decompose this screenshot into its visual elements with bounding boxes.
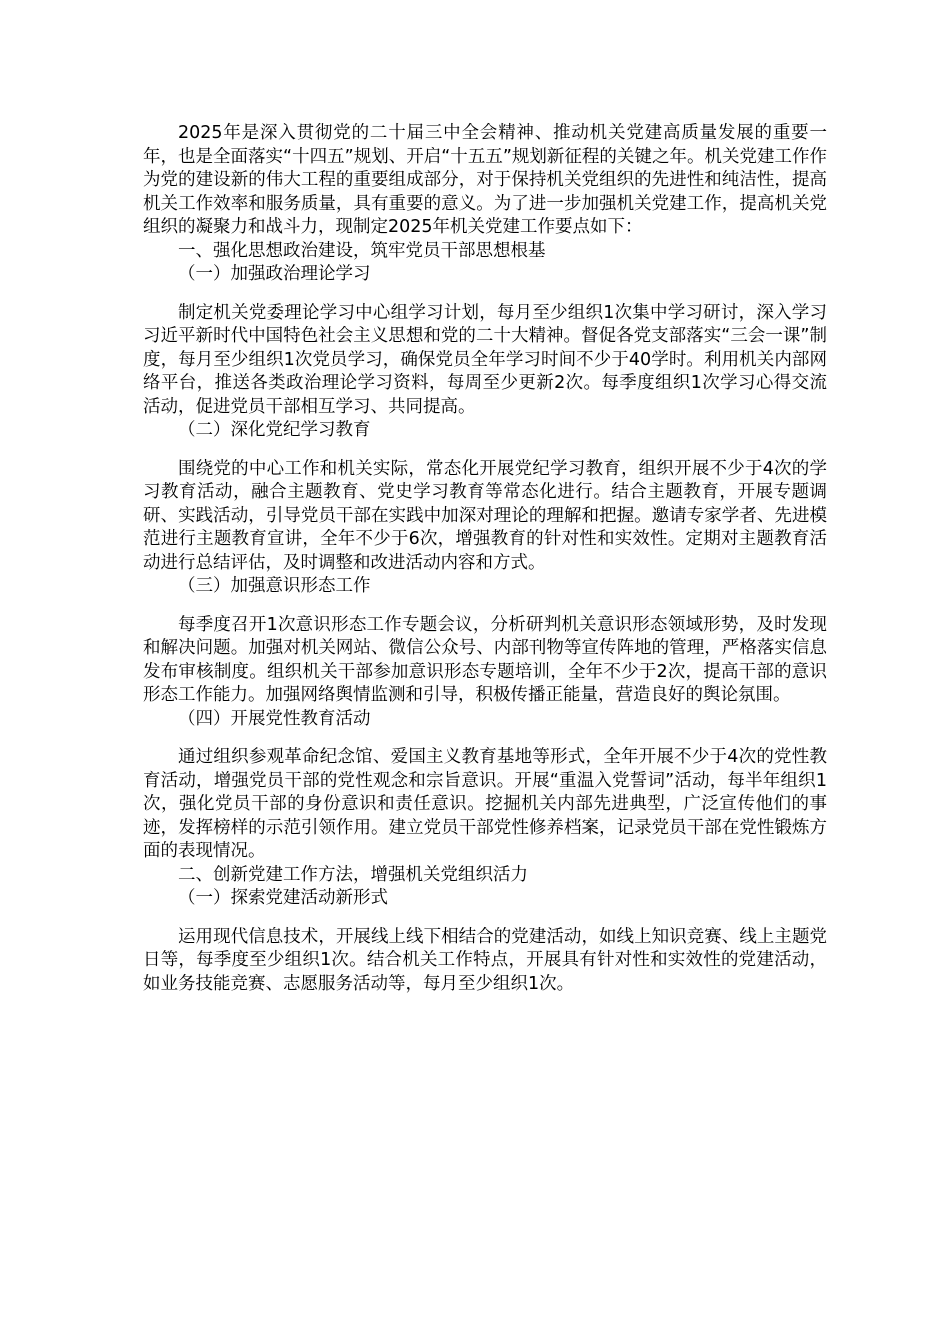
intro-paragraph: 2025年是深入贯彻党的二十届三中全会精神、推动机关党建高质量发展的重要一年，也是全面落实“十四五”规划、开启“十五五”规划新征程的关键之年。机关党建工作作为党的建设新的伟大工程的重要组成部分，对于保持机关党组织的先进性和纯洁性，提高机关工作效率和服务质量，具有重要的意义。为了进一步加强机关党建工作，提高机关党组织的凝聚力和战斗力，现制定2025年机关党建工作要点如下： [143, 123, 827, 237]
section-1-sub-1-heading: （一）加强政治理论学习 [178, 264, 371, 284]
section-1-sub-3-body: 每季度召开1次意识形态工作专题会议，分析研判机关意识形态领域形势，及时发现和解决问题。加强对机关网站、微信公众号、内部刊物等宣传阵地的管理，严格落实信息发布审核制度。组织机关干部参加意识形态专题培训，全年不少于2次，提高干部的意识形态工作能力。加强网络舆情监测和引导，积极传播正能量，营造良好的舆论氛围。 [143, 614, 827, 705]
section-2-sub-1-body: 运用现代信息技术，开展线上线下相结合的党建活动，如线上知识竞赛、线上主题党日等，每季度至少组织1次。结合机关工作特点，开展具有针对性和实效性的党建活动，如业务技能竞赛、志愿服务活动等，每月至少组织1次。 [143, 926, 827, 994]
section-1-sub-4-heading: （四）开展党性教育活动 [178, 708, 371, 729]
document-body [143, 122, 827, 996]
section-1-sub-3-heading: （三）加强意识形态工作 [178, 576, 371, 596]
section-1-sub-4-body: 通过组织参观革命纪念馆、爱国主义教育基地等形式，全年开展不少于4次的党性教育活动，增强党员干部的党性观念和宗旨意识。开展“重温入党誓词”活动，每半年组织1次，强化党员干部的身份意识和责任意识。挖掘机关内部先进典型，广泛宣传他们的事迹，发挥榜样的示范引领作用。建立党员干部党性修养档案，记录党员干部在党性锻炼方面的表现情况。 [143, 747, 827, 861]
section-1-sub-1-body: 制定机关党委理论学习中心组学习计划，每月至少组织1次集中学习研讨，深入学习习近平新时代中国特色社会主义思想和党的二十大精神。督促各党支部落实“三会一课”制度，每月至少组织1次党员学习，确保党员全年学习时间不少于40学时。利用机关内部网络平台，推送各类政治理论学习资料，每周至少更新2次。每季度组织1次学习心得交流活动，促进党员干部相互学习、共同提高。 [143, 302, 827, 417]
section-2-heading: 二、创新党建工作方法，增强机关党组织活力 [178, 864, 528, 885]
section-2-sub-1-heading: （一）探索党建活动新形式 [178, 888, 388, 908]
section-1-sub-2-heading: （二）深化党纪学习教育 [178, 420, 371, 440]
section-1-heading: 一、强化思想政治建设，筑牢党员干部思想根基 [178, 240, 546, 261]
section-1-sub-2-body: 围绕党的中心工作和机关实际，常态化开展党纪学习教育，组织开展不少于4次的学习教育活动，融合主题教育、党史学习教育等常态化进行。结合主题教育，开展专题调研、实践活动，引导党员干部在实践中加深对理论的理解和把握。邀请专家学者、先进模范进行主题教育宣讲，全年不少于6次，增强教育的针对性和实效性。定期对主题教育活动进行总结评估，及时调整和改进活动内容和方式。 [143, 458, 827, 573]
